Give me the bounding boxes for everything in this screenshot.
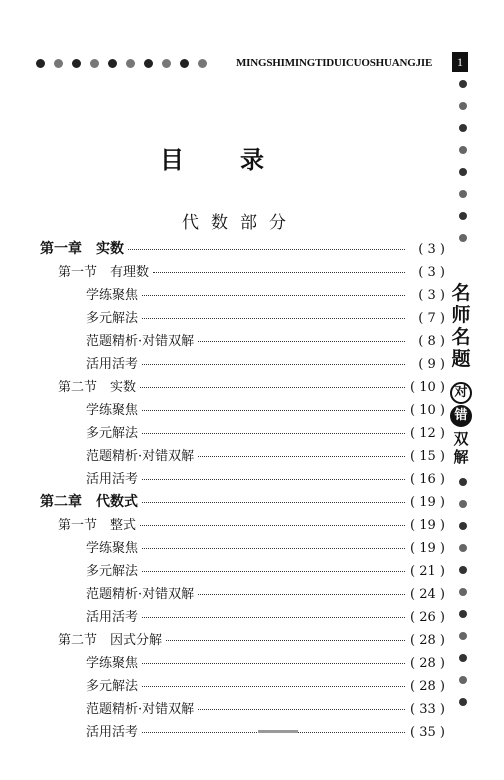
side-label-last: 双解 (453, 430, 469, 466)
dot-leader (140, 387, 405, 388)
decor-dot-icon (459, 610, 467, 618)
decor-dot-icon (459, 478, 467, 486)
decor-dot-icon (459, 80, 467, 88)
toc-page-number: ( 16 ) (409, 472, 445, 487)
decor-dot-icon (459, 234, 467, 242)
decor-dot-icon (459, 632, 467, 640)
toc-item-row[interactable] (40, 652, 445, 675)
decor-dot-icon (90, 59, 99, 68)
dot-leader (142, 318, 405, 319)
toc-page-number: ( 28 ) (409, 679, 445, 694)
dot-leader (142, 410, 405, 411)
dot-leader (153, 272, 405, 273)
toc-page-number: ( 3 ) (409, 265, 445, 280)
toc-page-number: ( 3 ) (409, 242, 445, 257)
toc-item-row[interactable] (40, 330, 445, 353)
page-number-tab: 1 (452, 52, 468, 72)
side-circle-filled: 错 (450, 405, 472, 427)
toc-entry-label: 学练聚焦 (86, 288, 139, 303)
decor-dot-icon (459, 124, 467, 132)
dot-leader (128, 249, 405, 250)
toc-page-number: ( 33 ) (409, 702, 445, 717)
decor-dot-icon (144, 59, 153, 68)
toc-entry-label: 多元解法 (86, 311, 139, 326)
dot-leader (198, 341, 405, 342)
toc-item-row[interactable] (40, 583, 445, 606)
decor-dot-icon (459, 522, 467, 530)
dot-leader (198, 456, 405, 457)
decor-dot-icon (180, 59, 189, 68)
toc-item-row[interactable] (40, 468, 445, 491)
toc-entry-label: 活用活考 (86, 610, 139, 625)
dot-leader (142, 686, 405, 687)
decor-dot-icon (459, 102, 467, 110)
footer-smudge (258, 730, 298, 733)
toc-entry-label: 学练聚焦 (86, 656, 139, 671)
toc-entry-label: 多元解法 (86, 426, 139, 441)
toc-item-row[interactable] (40, 537, 445, 560)
toc-entry-label: 活用活考 (86, 472, 139, 487)
toc-item-row[interactable] (40, 675, 445, 698)
toc-entry-label: 范题精析·对错双解 (86, 334, 195, 349)
toc-entry-label: 学练聚焦 (86, 403, 139, 418)
dot-leader (198, 709, 405, 710)
decor-dot-icon (72, 59, 81, 68)
dot-leader (142, 479, 405, 480)
side-dot-column-bottom (454, 478, 472, 720)
toc-page-number: ( 28 ) (409, 633, 445, 648)
toc-entry-label: 多元解法 (86, 679, 139, 694)
decor-dot-icon (459, 588, 467, 596)
dot-leader (142, 663, 405, 664)
toc-entry-label: 活用活考 (86, 725, 139, 740)
toc-page-number: ( 35 ) (409, 725, 445, 740)
toc-entry-label: 范题精析·对错双解 (86, 449, 195, 464)
toc-page-number: ( 21 ) (409, 564, 445, 579)
toc-page-number: ( 26 ) (409, 610, 445, 625)
decor-dot-icon (54, 59, 63, 68)
toc-page-number: ( 8 ) (409, 334, 445, 349)
toc-page-number: ( 9 ) (409, 357, 445, 372)
decor-dot-icon (198, 59, 207, 68)
dot-leader (142, 502, 405, 503)
toc-page-number: ( 19 ) (409, 518, 445, 533)
toc-section-row[interactable] (40, 261, 445, 284)
toc-entry-label: 活用活考 (86, 357, 139, 372)
dot-leader (140, 525, 405, 526)
decor-dot-icon (108, 59, 117, 68)
toc-entry-label: 第一节 整式 (58, 518, 137, 533)
toc-page-number: ( 28 ) (409, 656, 445, 671)
toc-item-row[interactable] (40, 307, 445, 330)
toc-page-number: ( 10 ) (409, 403, 445, 418)
toc-page-number: ( 10 ) (409, 380, 445, 395)
toc-item-row[interactable] (40, 399, 445, 422)
toc-entry-label: 第一节 有理数 (58, 265, 150, 280)
dot-leader (142, 571, 405, 572)
toc-entry-label: 第二节 实数 (58, 380, 137, 395)
toc-chapter-row[interactable] (40, 491, 445, 514)
toc-page-number: ( 19 ) (409, 541, 445, 556)
toc-entry-label: 第一章 实数 (40, 241, 124, 257)
decor-dot-icon (459, 190, 467, 198)
part-title: 代数部分 (182, 213, 298, 233)
toc-entry-label: 范题精析·对错双解 (86, 702, 195, 717)
toc-entry-label: 学练聚焦 (86, 541, 139, 556)
running-header (36, 57, 446, 73)
dot-leader (142, 548, 405, 549)
toc-entry-label: 多元解法 (86, 564, 139, 579)
toc-item-row[interactable] (40, 560, 445, 583)
toc-item-row[interactable] (40, 445, 445, 468)
dot-leader (142, 617, 405, 618)
toc-page-number: ( 15 ) (409, 449, 445, 464)
decor-dot-icon (459, 500, 467, 508)
page-title: 目录 (160, 146, 320, 174)
side-circle-outline: 对 (450, 382, 472, 404)
decor-dot-icon (459, 654, 467, 662)
toc-entry-label: 第二章 代数式 (40, 494, 138, 510)
toc-page-number: ( 7 ) (409, 311, 445, 326)
toc-chapter-row[interactable] (40, 238, 445, 261)
toc-item-row[interactable] (40, 606, 445, 629)
toc-item-row[interactable] (40, 422, 445, 445)
decor-dot-icon (36, 59, 45, 68)
toc-page-number: ( 3 ) (409, 288, 445, 303)
toc-section-row[interactable] (40, 514, 445, 537)
toc-item-row[interactable] (40, 721, 445, 744)
dot-leader (166, 640, 405, 641)
toc-section-row[interactable] (40, 629, 445, 652)
decor-dot-icon (459, 698, 467, 706)
toc-page-number: ( 24 ) (409, 587, 445, 602)
toc-item-row[interactable] (40, 284, 445, 307)
dot-leader (142, 295, 405, 296)
toc-page-number: ( 12 ) (409, 426, 445, 441)
toc-section-row[interactable] (40, 376, 445, 399)
running-head-text: MINGSHIMINGTIDUICUOSHUANGJIE (236, 57, 433, 69)
dot-leader (142, 364, 405, 365)
decor-dot-icon (162, 59, 171, 68)
decor-dot-icon (459, 544, 467, 552)
side-series-title: 名师名题 (451, 282, 471, 370)
toc-entry-label: 范题精析·对错双解 (86, 587, 195, 602)
decor-dot-icon (459, 676, 467, 684)
dot-leader (198, 594, 405, 595)
dot-leader (142, 433, 405, 434)
decor-dot-icon (126, 59, 135, 68)
table-of-contents (40, 238, 445, 744)
decor-dot-icon (459, 566, 467, 574)
toc-item-row[interactable] (40, 353, 445, 376)
toc-page-number: ( 19 ) (409, 495, 445, 510)
toc-entry-label: 第二节 因式分解 (58, 633, 163, 648)
toc-item-row[interactable] (40, 698, 445, 721)
header-dot-row (36, 59, 207, 68)
